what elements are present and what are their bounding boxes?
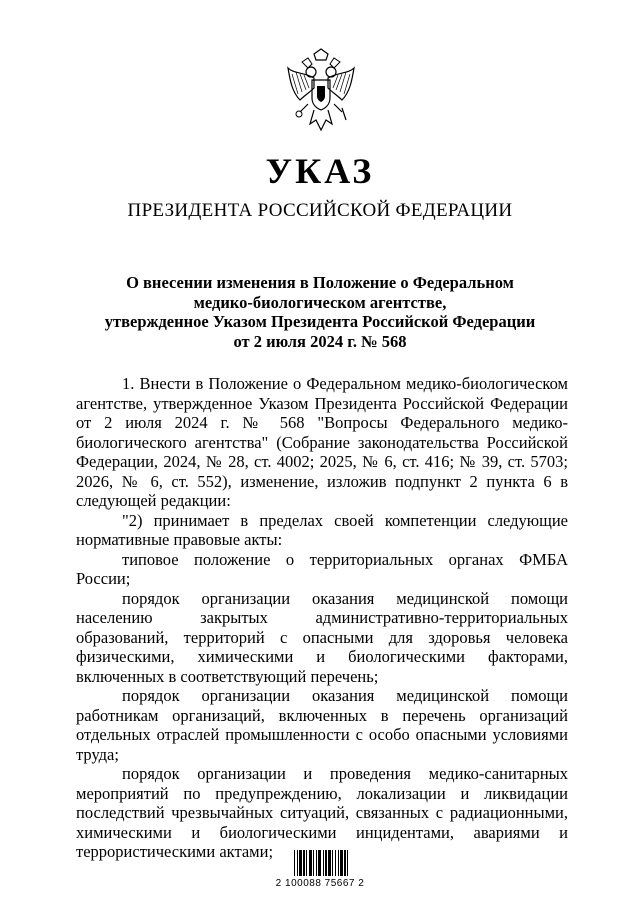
- document-title: УКАЗ: [265, 151, 375, 191]
- body-paragraph: порядок организации и проведения медико-санитарных мероприятий по предупреждению, локализации и ликвидации последствий чрезвычайных ситуаций, связанных с радиационными, химическими и биологическими инцидентами, авариями и террористическими актами;: [76, 764, 568, 861]
- document-subtitle: ПРЕЗИДЕНТА РОССИЙСКОЙ ФЕДЕРАЦИИ: [127, 200, 513, 221]
- heading-line: от 2 июля 2024 г. № 568: [233, 331, 407, 351]
- body-paragraph: порядок организации оказания медицинской помощи работникам организаций, включенных в перечень организаций отдельных отраслей промышленности с особо опасными условиями труда;: [76, 686, 568, 764]
- heading-line: О внесении изменения в Положение о Федеральном: [126, 273, 514, 292]
- document-body: [76, 374, 568, 862]
- heading-line: медико-биологическом агентстве,: [193, 292, 447, 312]
- body-paragraph: типовое положение о территориальных органах ФМБА России;: [76, 549, 568, 588]
- body-paragraph: 1. Внести в Положение о Федеральном медико-биологическом агентстве, утвержденное Указом Президента Российской Федерации от 2 июля 2024 г. № 568 "Вопросы Федерального медико-биологического агентства" (Собрание законодательства Российской Федерации, 2024, № 28, ст. 4002; 2025, № 6, ст. 416; № 39, ст. 5703; 2026, № 6, ст. 552), изменение, изложив подпункт 2 пункта 6 в следующей редакции:: [76, 374, 568, 510]
- heading-line: утвержденное Указом Президента Российской Федерации: [104, 312, 536, 331]
- barcode-icon: [294, 848, 382, 878]
- body-paragraph: порядок организации оказания медицинской помощи населению закрытых административно-территориальных образований, территорий с опасными для здоровья человека физическими, химическими и биологическими факторами, включенных в соответствующий перечень;: [76, 588, 568, 686]
- document-heading: [70, 273, 570, 351]
- coat-of-arms-icon: [284, 48, 358, 136]
- barcode-number: 2 100088 75667 2: [275, 878, 365, 889]
- body-paragraph: "2) принимает в пределах своей компетенции следующие нормативные правовые акты:: [76, 510, 568, 549]
